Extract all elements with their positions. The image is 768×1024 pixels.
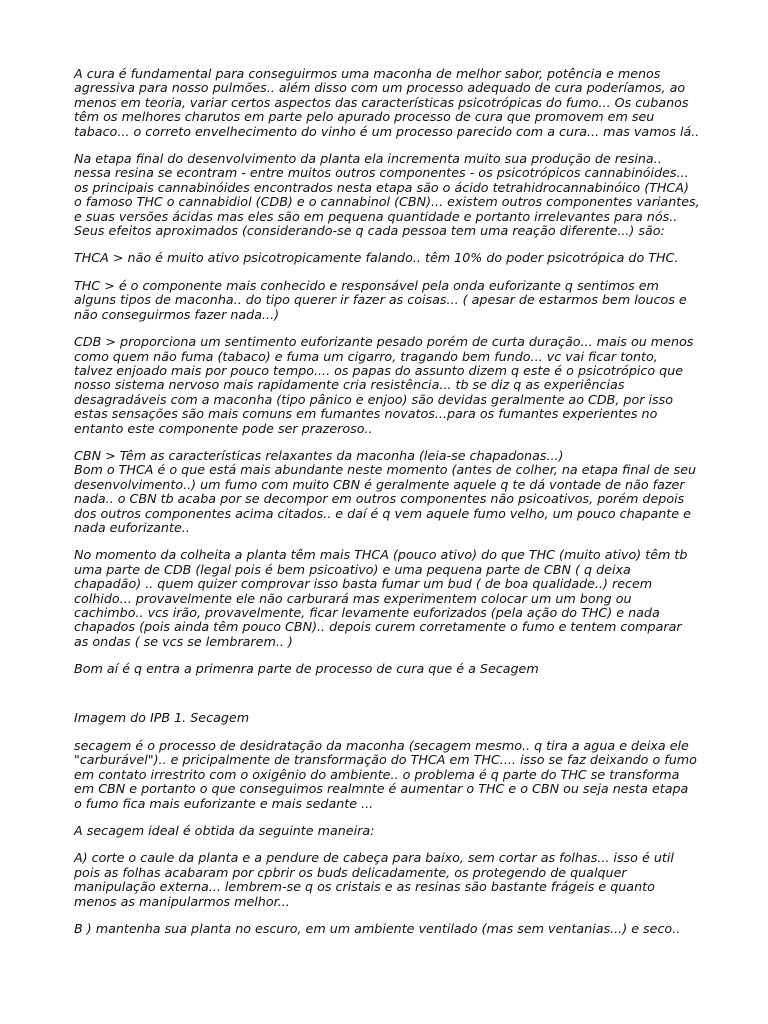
paragraph-thc: THC > é o componente mais conhecido e responsável pela onda euforizante q sentimos em alguns tipos de maconha.. do tipo querer ir fazer as coisas... ( apesar de estarmos bem loucos e não conseguirmos fazer nada...) (74, 277, 687, 322)
paragraph-passo-a: A) corte o caule da planta e a pendure de cabeça para baixo, sem cortar as folhas... isso é util pois as folhas acabaram por cpbrir os buds delicadamente, os protegendo de qualquer manipulação externa... lembrem-se q os cristais e as resinas são bastante frágeis e quanto menos as manipularmos melhor... (74, 850, 674, 909)
paragraph-cbn: CBN > Têm as características relaxantes da maconha (leia-se chapadonas...) Bom o THCA é o que está mais abundante neste momento (antes de colher, na etapa final de seu desenvolvimento..) um fumo com muito CBN é geralmente aquele q te dá vontade de não fazer nada.. o CBN tb acaba por se decompor em outros componentes não psicoativos, porém depois dos outros componentes acima citados.. e daí é q vem aquele fumo velho, um pouco chapante e nada euforizante.. (74, 447, 697, 535)
paragraph-cdb: CDB > proporciona um sentimento euforizante pesado porém de curta duração... mais ou menos como quem não fuma (tabaco) e fuma um cigarro, tragando bem fundo... vc vai ficar tonto, talvez enjoado mais por pouco tempo.... os papas do assunto dizem q este é o psicotrópico que nosso sistema nervoso mais rapidamente cria resistência... tb se diz q as experiências desagradáveis com a maconha (tipo pânico e enjoo) são devidas geralmente ao CDB, por isso estas sensações são mais comuns em fumantes novatos...para os fumantes experientes no entanto este componente pode ser prazeroso.. (74, 334, 694, 436)
paragraph-secagem-ideal: A secagem ideal é obtida da seguinte maneira: (74, 823, 375, 839)
paragraph-secagem-intro: Bom aí é q entra a primenra parte de processo de cura que é a Secagem (74, 661, 539, 677)
section-heading-secagem: Imagem do IPB 1. Secagem (74, 709, 250, 725)
paragraph-secagem-definicao: secagem é o processo de desidratação da maconha (secagem mesmo.. q tira a agua e deixa ele "carburável").. e pricipalmente de transformação do THCA em THC.... isso se faz deixando o fumo em contato irrestrito com o oxigênio do ambiente.. o problema é q parte do THC se transforma em CBN e portanto o que conseguimos realmnte é aumentar o THC e o CBN ou seja nesta etapa o fumo fica mais euforizante e mais sedante ... (74, 738, 697, 811)
document-body (74, 67, 706, 950)
paragraph-cura-intro: A cura é fundamental para conseguirmos uma maconha de melhor sabor, potência e menos agressiva para nosso pulmões.. além disso com um processo adequado de cura poderíamos, ao menos em teoria, variar certos aspectos das características psicotrópicas do fumo... Os cubanos têm os melhores charutos em parte pelo apurado processo de cura que promovem em seu tabaco... o correto envelhecimento do vinho é um processo parecido com a cura... mas vamos lá.. (74, 66, 700, 139)
paragraph-thca: THCA > não é muito ativo psicotropicamente falando.. têm 10% do poder psicotrópica do THC. (74, 250, 679, 266)
paragraph-resina: Na etapa final do desenvolvimento da planta ela incrementa muito sua produção de resina.. nessa resina se econtram - entre muitos outros componentes - os psicotrópicos cannabinóides... os principais cannabinóides encontrados nesta etapa são o ácido tetrahidrocannabinóico (THCA) o famoso THC o cannabidiol (CDB) e o cannabinol (CBN)... existem outros componentes variantes, e suas versões ácidas mas eles são em pequena quantidade e portanto irrelevantes para nós.. Seus efeitos aproximados (considerando-se q cada pessoa tem uma reação diferente...) são: (74, 151, 700, 239)
paragraph-colheita: No momento da colheita a planta têm mais THCA (pouco ativo) do que THC (muito ativo) têm tb uma parte de CDB (legal pois é bem psicoativo) e uma pequena parte de CBN ( q deixa chapadão) .. quem quizer comprovar isso basta fumar um bud ( de boa qualidade..) recem colhido... provavelmente ele não carburará mas experimentem colocar um um bong ou cachimbo.. vcs irão, provavelmente, ficar levamente euforizados (pela ação do THC) e nada chapados (pois ainda têm pouco CBN).. depois curem corretamente o fumo e tentem comparar as ondas ( se vcs se lembrarem.. ) (74, 547, 688, 649)
paragraph-passo-b: B ) mantenha sua planta no escuro, em um ambiente ventilado (mas sem ventanias...) e seco.. (74, 921, 681, 937)
